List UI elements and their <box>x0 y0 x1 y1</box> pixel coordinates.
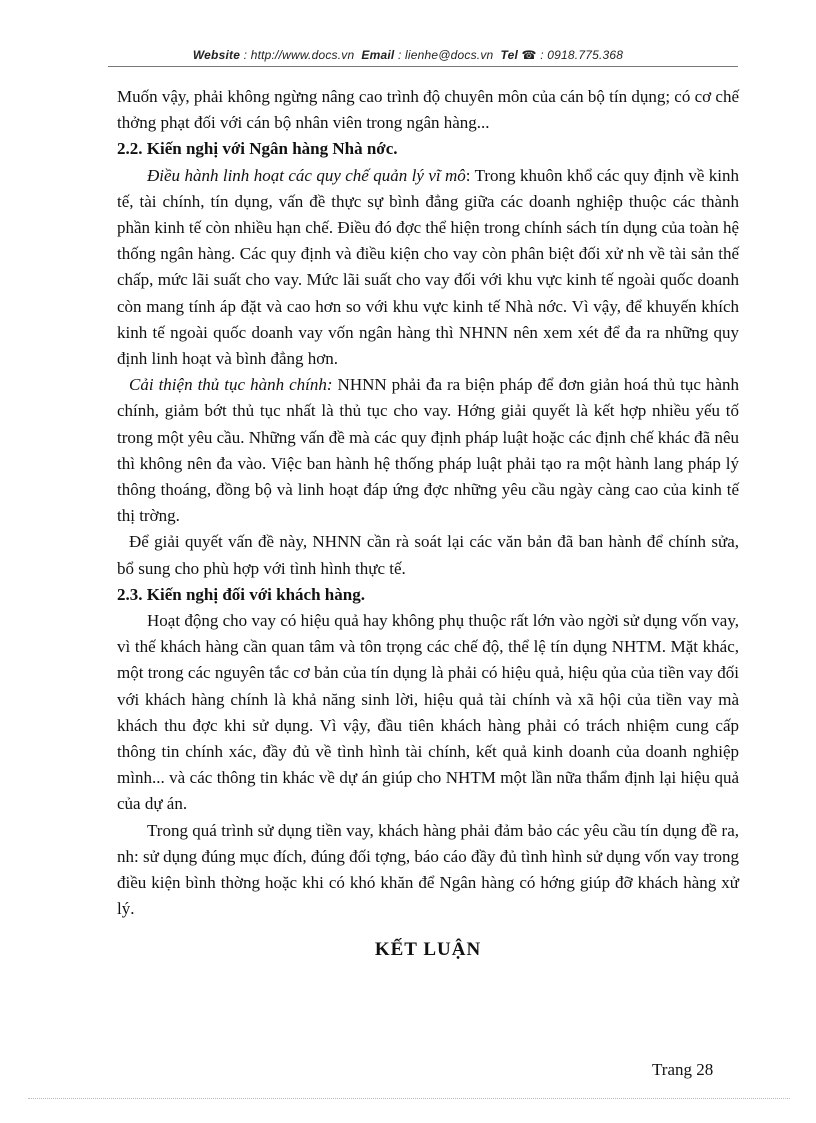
paragraph-admin-procedure <box>117 372 739 529</box>
document-body <box>117 84 739 982</box>
paragraph-macro-regulation <box>117 163 739 373</box>
tel-label: Tel ☎ <box>500 48 537 62</box>
paragraph-text: : Trong khuôn khổ các quy định về kinh tế, tài chính, tín dụng, vấn đề thực sự bình đẳng giữa các doanh nghiệp thuộc các thành phần kinh tế còn nhiều hạn chế. Điều đó đợc thể hiện trong chính sách tín dụng của toàn hệ thống ngân hàng. Các quy định và điều kiện cho vay còn phân biệt đối xử nh về tài sản thế chấp, mức lãi suất cho vay. Mức lãi suất cho vay đối với khu vực kinh tế ngoài quốc doanh còn mang tính áp đặt và cao hơn so với khu vực kinh tế Nhà nớc. Vì vậy, để khuyến khích kinh tế ngoài quốc doanh vay vốn ngân hàng thì NHNN nên xem xét để đa ra những quy định linh hoạt và bình đẳng hơn. <box>117 165 739 369</box>
email-label: Email <box>361 48 395 62</box>
tel-value: : 0918.775.368 <box>540 48 624 62</box>
paragraph-intro: Muốn vậy, phải không ngừng nâng cao trình độ chuyên môn của cán bộ tín dụng; có cơ chế thởng phạt đối với cán bộ nhân viên trong ngân hàng... <box>117 87 739 133</box>
section-heading-2-2: 2.2. Kiến nghị với Ngân hàng Nhà nớc. <box>117 139 398 159</box>
email-value: : lienhe@docs.vn <box>397 48 494 62</box>
website-label: Website <box>192 48 241 62</box>
paragraph-customer-efficiency: Hoạt động cho vay có hiệu quả hay không phụ thuộc rất lớn vào ngời sử dụng vốn vay, vì thế khách hàng cần quan tâm và tôn trọng các chế độ, thể lệ tín dụng NHTM. Mặt khác, một trong các nguyên tắc cơ bản của tín dụng là phải có hiệu quả, hiệu qủa của tiền vay đối với khách hàng chính là khả năng sinh lời, hiệu quả tài chính và xã hội của tiền vay mà khách thu đợc khi sử dụng. Vì vậy, đầu tiên khách hàng phải có trách nhiệm cung cấp thông tin chính xác, đầy đủ về tình hình tài chính, kết quả kinh doanh của doanh nghiệp mình... và các thông tin khác về dự án giúp cho NHTM một lần nữa thẩm định lại hiệu quả của dự án. <box>117 611 739 814</box>
footer-divider <box>28 1098 790 1099</box>
website-value: : http://www.docs.vn <box>243 48 355 62</box>
section-heading-2-3: 2.3. Kiến nghị đối với khách hàng. <box>117 584 365 604</box>
conclusion-heading: KẾT LUẬN <box>374 938 482 960</box>
paragraph-lead-italic: Cải thiện thủ tục hành chính: <box>129 375 333 395</box>
paragraph-lead-italic: Điều hành linh hoạt các quy chế quản lý vĩ mô <box>147 165 466 185</box>
page-number: Trang 28 <box>652 1060 714 1079</box>
header-divider <box>108 66 738 67</box>
paragraph-resolution: Để giải quyết vấn đề này, NHNN cần rà soát lại các văn bản đã ban hành để chính sửa, bổ sung cho phù hợp với tình hình thực tế. <box>117 532 739 578</box>
paragraph-text: NHNN phải đa ra biện pháp để đơn giản hoá thủ tục hành chính, giảm bớt thủ tục nhất là thủ tục cho vay. Hớng giải quyết là kết hợp nhiều yếu tố trong một yêu cầu. Những vấn đề mà các quy định pháp luật hoặc các định chế khác đã nêu thì không nên đa vào. Việc ban hành hệ thống pháp luật phải tạo ra một hành lang pháp lý thông thoáng, đồng bộ và linh hoạt đáp ứng đợc những yêu cầu ngày càng cao của kinh tế thị trờng. <box>117 375 739 526</box>
page-header <box>0 48 816 62</box>
paragraph-customer-usage: Trong quá trình sử dụng tiền vay, khách hàng phải đảm bảo các yêu cầu tín dụng đề ra, nh: sử dụng đúng mục đích, đúng đối tợng, báo cáo đầy đủ tình hình sử dụng vốn vay trong điều kiện bình thờng hoặc khi có khó khăn để Ngân hàng có hớng giúp đỡ khách hàng xử lý. <box>117 820 739 919</box>
